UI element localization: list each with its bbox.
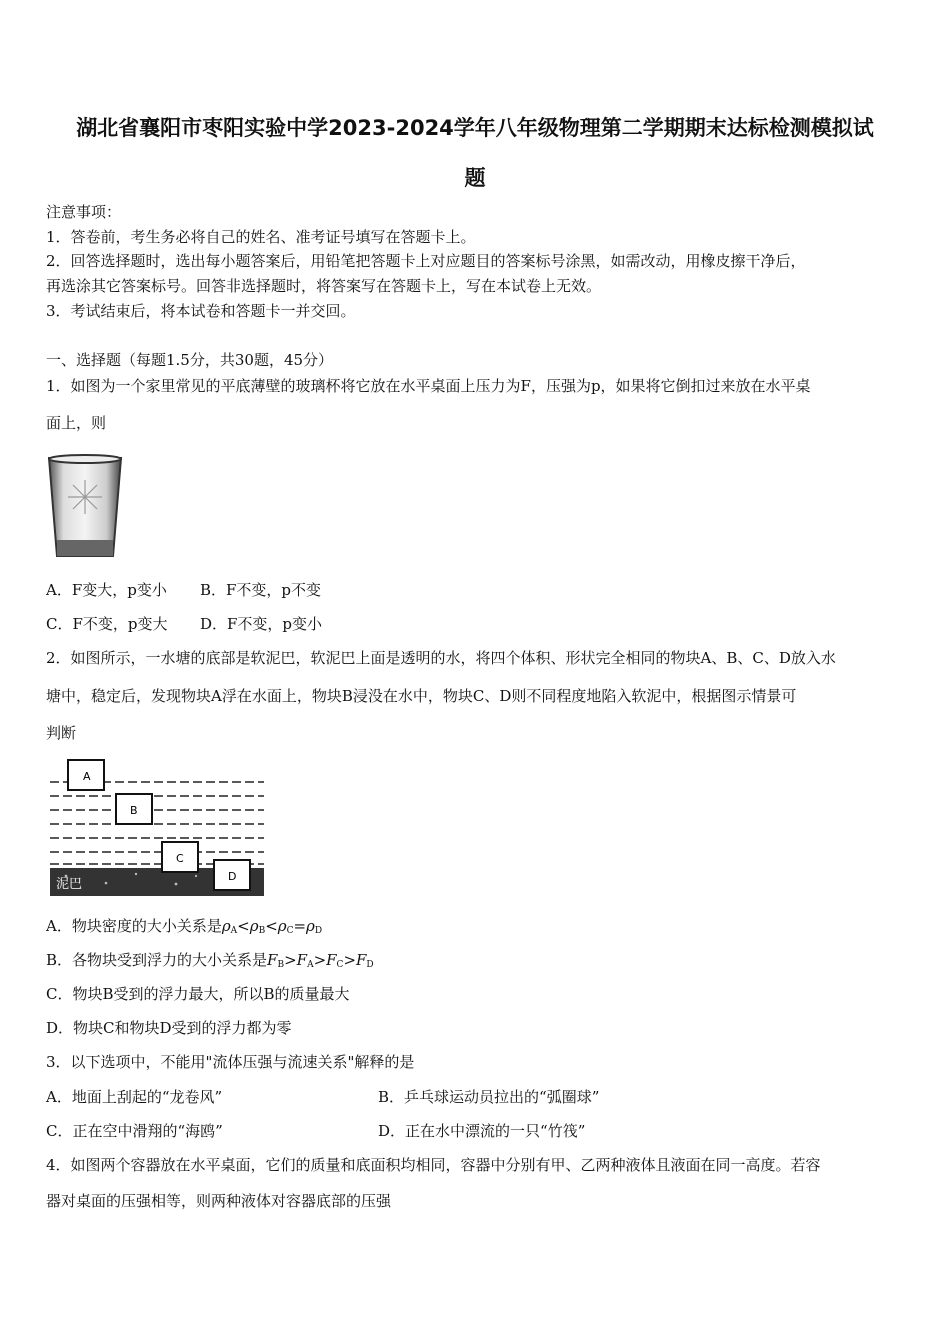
q4-stem: 4．如图两个容器放在水平桌面，它们的质量和底面积均相同，容器中分别有甲、乙两种液体且液面在同一高度。若容: [46, 1156, 821, 1174]
q3-option-b: B．乒乓球运动员拉出的“弧圈球”: [378, 1088, 600, 1106]
mud-label: 泥巴: [56, 877, 83, 892]
exam-title-continued: 题: [464, 166, 486, 190]
q3-stem: 3．以下选项中，不能用"流体压强与流速关系"解释的是: [46, 1053, 415, 1071]
q2-option-b: B．各物块受到浮力的大小关系是$F_B>F_A>F_C>F_D$: [46, 951, 374, 970]
notice-item-1: 1．答卷前，考生务必将自己的姓名、准考证号填写在答题卡上。: [46, 228, 476, 246]
section-heading: 一、选择题（每题1.5分，共30题，45分）: [46, 351, 334, 369]
pond-blocks-figure: [46, 756, 268, 898]
q3-option-c: C．正在空中滑翔的“海鸥”: [46, 1122, 223, 1140]
q1-option-b: B．F不变，p不变: [200, 581, 322, 599]
block-d-label: D: [228, 870, 237, 883]
notice-heading: 注意事项：: [46, 203, 122, 221]
notice-item-2: 2．回答选择题时，选出每小题答案后，用铅笔把答题卡上对应题目的答案标号涂黑，如需改动，用橡皮擦干净后，: [46, 252, 806, 270]
glass-cup-figure: [46, 452, 124, 562]
q2-stem: 2．如图所示，一水塘的底部是软泥巴，软泥巴上面是透明的水，将四个体积、形状完全相同的物块A、B、C、D放入水: [46, 649, 836, 667]
block-b-label: B: [130, 804, 138, 817]
q2-stem-continued: 塘中，稳定后，发现物块A浮在水面上，物块B浸没在水中，物块C、D则不同程度地陷入软泥中，根据图示情景可: [46, 687, 797, 705]
q2-option-d: D．物块C和物块D受到的浮力都为零: [46, 1019, 292, 1037]
notice-item-3: 3．考试结束后，将本试卷和答题卡一并交回。: [46, 302, 356, 320]
block-c-label: C: [176, 852, 184, 865]
q2-stem-end: 判断: [46, 724, 77, 742]
block-a-label: A: [83, 770, 91, 783]
q1-option-d: D．F不变，p变小: [200, 615, 323, 633]
q1-option-a: A．F变大，p变小: [46, 581, 167, 599]
q3-option-a: A．地面上刮起的“龙卷风”: [46, 1088, 223, 1106]
q2-option-a: A．物块密度的大小关系是$\rho_A<\rho_B<\rho_C=\rho_D$: [46, 917, 323, 936]
q1-stem: 1．如图为一个家里常见的平底薄壁的玻璃杯将它放在水平桌面上压力为F，压强为p，如果将它倒扣过来放在水平桌: [46, 377, 811, 395]
q4-stem-continued: 器对桌面的压强相等，则两种液体对容器底部的压强: [46, 1192, 392, 1210]
q1-option-c: C．F不变，p变大: [46, 615, 168, 633]
q3-option-d: D．正在水中漂流的一只“竹筏”: [378, 1122, 586, 1140]
q2-option-c: C．物块B受到的浮力最大，所以B的质量最大: [46, 985, 350, 1003]
q1-stem-continued: 面上，则: [46, 414, 107, 432]
notice-item-2-continued: 再选涂其它答案标号。回答非选择题时，将答案写在答题卡上，写在本试卷上无效。: [46, 277, 602, 295]
exam-title: 湖北省襄阳市枣阳实验中学2023-2024学年八年级物理第二学期期末达标检测模拟试: [76, 116, 874, 140]
